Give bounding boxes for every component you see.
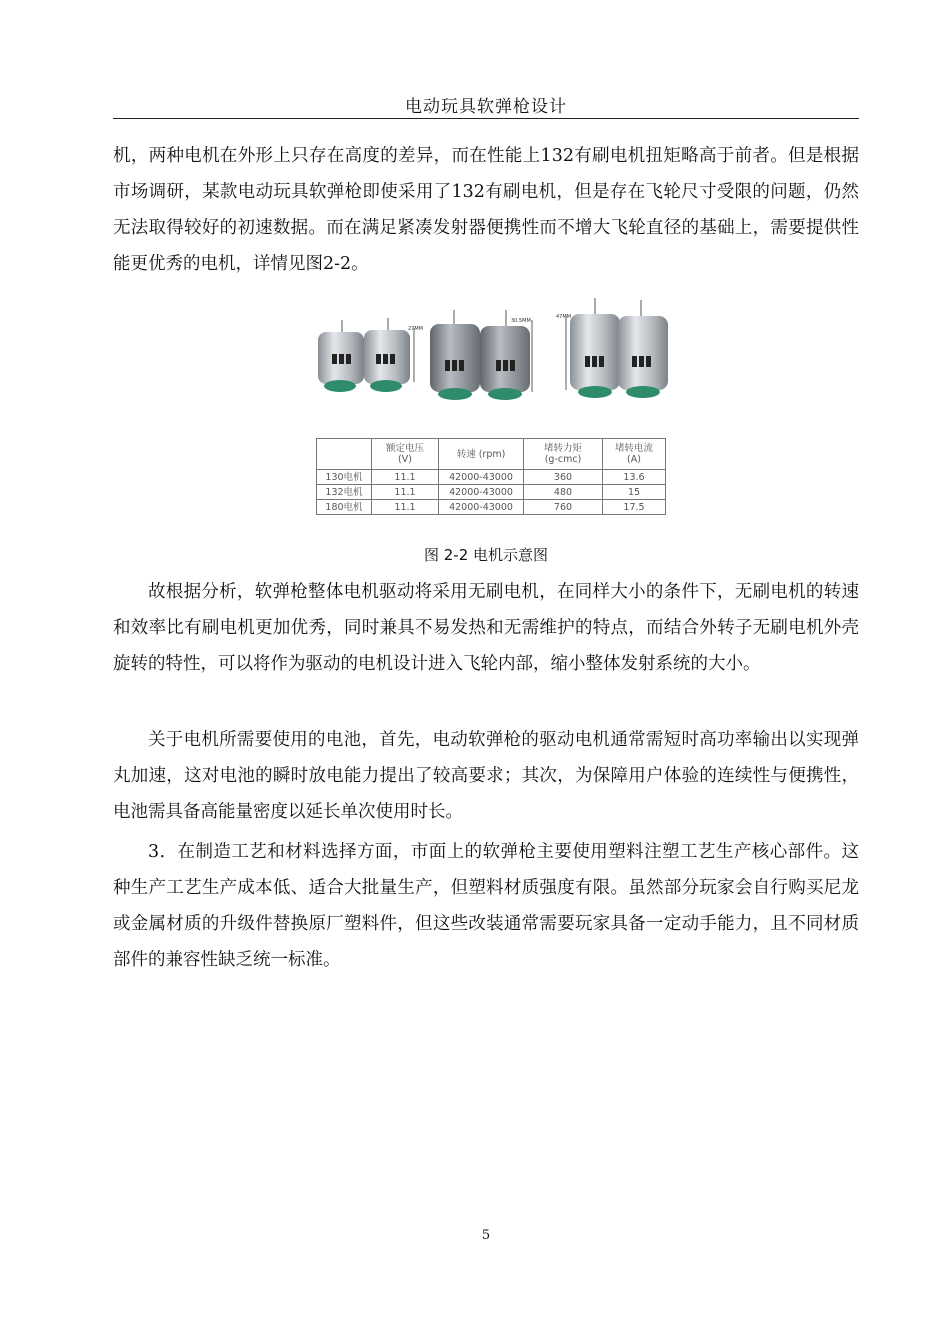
motor-180-pair (556, 298, 668, 398)
paragraph-1 (113, 138, 859, 282)
table-cell: 13.6 (603, 470, 666, 485)
table-cell: 360 (524, 470, 603, 485)
table-cell: 180电机 (317, 500, 372, 515)
table-cell: 15 (603, 485, 666, 500)
table-cell: 11.1 (372, 470, 439, 485)
table-cell: 17.5 (603, 500, 666, 515)
table-row (317, 500, 666, 515)
motor-spec-table (316, 438, 666, 515)
paragraph-2-text: 故根据分析，软弹枪整体电机驱动将采用无刷电机，在同样大小的条件下，无刷电机的转速和效率比有刷电机更加优秀，同时兼具不易发热和无需维护的特点，而结合外转子无刷电机外壳旋转的特性，可以将作为驱动的电机设计进入飞轮内部，缩小整体发射系统的大小。 (113, 582, 859, 674)
table-header-cell: 堵转力矩 (g-cmc) (524, 439, 603, 470)
paragraph-3 (113, 722, 859, 830)
table-header-row (317, 439, 666, 470)
header-rule (113, 118, 859, 119)
table-cell: 132电机 (317, 485, 372, 500)
table-cell: 42000-43000 (439, 470, 524, 485)
table-row (317, 485, 666, 500)
paragraph-4 (113, 834, 859, 978)
table-header-cell: 额定电压 (V) (372, 439, 439, 470)
running-header: 电动玩具软弹枪设计 (405, 97, 567, 117)
paragraph-3-text: 关于电机所需要使用的电池，首先，电动软弹枪的驱动电机通常需短时高功率输出以实现弹丸加速，这对电池的瞬时放电能力提出了较高要求；其次，为保障用户体验的连续性与便携性，电池需具备高能量密度以延长单次使用时长。 (113, 730, 859, 822)
page-number: 5 (481, 1228, 491, 1243)
dimension-label-27mm: 27MM (408, 326, 423, 332)
table-cell: 42000-43000 (439, 500, 524, 515)
table-cell: 130电机 (317, 470, 372, 485)
table-header-cell: 堵转电流 (A) (603, 439, 666, 470)
table-cell: 11.1 (372, 485, 439, 500)
motor-photos (310, 298, 670, 418)
motor-130-pair (318, 318, 423, 392)
table-cell: 480 (524, 485, 603, 500)
figure-2-2 (310, 298, 670, 528)
table-cell: 42000-43000 (439, 485, 524, 500)
paragraph-2 (113, 574, 859, 682)
dimension-label-47mm: 47MM (556, 314, 571, 320)
figure-caption: 图 2-2 电机示意图 (423, 546, 549, 564)
table-header-cell (317, 439, 372, 470)
table-cell: 11.1 (372, 500, 439, 515)
table-cell: 760 (524, 500, 603, 515)
table-header-cell: 转速 (rpm) (439, 439, 524, 470)
table-row (317, 470, 666, 485)
paragraph-4-text: 3．在制造工艺和材料选择方面，市面上的软弹枪主要使用塑料注塑工艺生产核心部件。这种生产工艺生产成本低、适合大批量生产，但塑料材质强度有限。虽然部分玩家会自行购买尼龙或金属材质的升级件替换原厂塑料件，但这些改装通常需要玩家具备一定动手能力，且不同材质部件的兼容性缺乏统一标准。 (113, 842, 859, 970)
dimension-label-30-5mm: 30.5MM (511, 318, 531, 324)
motor-132-pair (430, 310, 532, 400)
paragraph-1-text: 机，两种电机在外形上只存在高度的差异，而在性能上132有刷电机扭矩略高于前者。但是根据市场调研，某款电动玩具软弹枪即使采用了132有刷电机，但是存在飞轮尺寸受限的问题，仍然无法取得较好的初速数据。而在满足紧凑发射器便携性而不增大飞轮直径的基础上，需要提供性能更优秀的电机，详情见图2-2。 (113, 146, 859, 274)
